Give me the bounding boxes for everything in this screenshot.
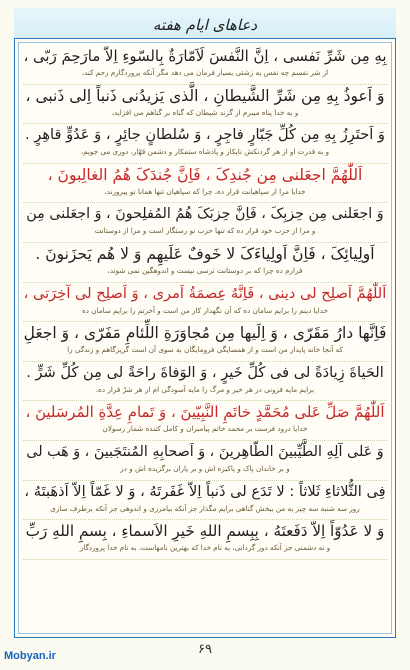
prayer-line (23, 243, 387, 283)
text-frame (14, 38, 396, 638)
prayer-line (23, 362, 387, 402)
arabic-text: اَولِیائِکَ ، فَاِنَّ اَولِیاءَکَ لا خَوفٌ عَلَیهِم وَ لا هُم یَحزَنونَ . (35, 244, 375, 263)
arabic-text: اَللّٰهُمَّ صَلِّ عَلی مُحَمَّدٍ خاتَمِ النَّبِیّینَ ، وَ تَمامِ عِدَّةِ المُرسَلینَ ، (25, 403, 385, 422)
persian-translation: و مرا از حزب خود قرار ده که تنها حزب تو رستگار است و مرا از دوستانت (94, 226, 316, 236)
persian-translation: و به قدرت او از هر گردنکش نابکار و پادشاه ستمکار و دشمن قهّار، دوری می جویم، (80, 147, 330, 157)
persian-translation: و نه دشمنی جز آنکه دور گردانی، به نام خدا که بهترین نامهاست، به نام خدا پروردگار (79, 543, 331, 553)
persian-translation: و به خدا پناه میبرم از گزند شیطان که گناه بر گناهم می افزاید، (111, 107, 299, 117)
prayer-line (23, 203, 387, 243)
arabic-text: فَاِنَّها دارُ مَقَرّی ، وَ اِلَیها مِن مُجاوَرَةِ اللِّئامِ مَفَرّی ، وَ اجعَلِ (23, 324, 387, 343)
page-number: ۶۹ (198, 642, 212, 657)
persian-translation: که آنجا خانه پایدار من است و از همسایگی فرومایگان به سوی آن است گریزگاهم و زندگی را (67, 345, 343, 355)
prayer-line (23, 481, 387, 521)
prayer-line (23, 45, 387, 85)
prayer-line (23, 441, 387, 481)
arabic-text: بِهِ مِن شَرِّ نَفسی ، اِنَّ النَّفسَ لَاَمّارَةٌ بِالسّوءِ اِلاّ مارَحِمَ رَبّی ، (23, 47, 387, 65)
arabic-text: فِی الثُّلاثاءِ ثَلاثاً : لا تَدَع لی ذَنباً اِلاّ غَفَرتَهُ ، وَ لا غَمّاً اِلاّ اَذهَبتَهُ ، (24, 482, 386, 500)
arabic-text: اَللّٰهُمَّ اجعَلنی مِن جُندِکَ ، فَاِنَّ جُندَکَ هُمُ الغالِبونَ ، (47, 165, 363, 184)
page-header (14, 8, 396, 38)
page-title: دعاهای ایام هفته (152, 16, 258, 34)
arabic-text: وَ اَعوذُ بِهِ مِن شَرِّ الشَّیطانِ ، الَّذی یَزیدُنی ذَنباً اِلی ذَنبی ، (25, 86, 385, 105)
prayer-line (23, 520, 387, 560)
prayer-lines (23, 45, 387, 560)
persian-translation: خدایا درود فرست بر محمد خاتم پیامبران و کامل کننده شمار رسولان (102, 424, 308, 434)
site-watermark: Mobyan.ir (4, 650, 56, 662)
persian-translation: روز سه شنبه سه چیز به من ببخش گناهی برایم مگذار جز آنکه بیامرزی و اندوهی جز آنکه برطرف سازی (50, 503, 360, 513)
arabic-text: وَ اجعَلنی مِن حِزبِکَ ، فَاِنَّ حِزبَکَ هُمُ المُفلِحونَ ، وَ اجعَلنی مِن (26, 206, 384, 223)
prayer-line (23, 401, 387, 441)
persian-translation: خدایا مرا از سپاهیانت قرار ده، چرا که سپاهیان تنها همانا تو پیروزند، (104, 186, 306, 196)
persian-translation: و بر خاندان پاک و پاکیزه اش و بر یاران برگزیده اش و در (120, 463, 290, 473)
prayer-line (23, 283, 387, 323)
persian-translation: قرارم ده چرا که بر دوستانت ترسی نیست و اندوهگین نمی شوند، (107, 265, 303, 275)
prayer-line (23, 164, 387, 204)
arabic-text: وَ لا عَدُوّاً اِلاّ دَفَعتَهُ ، بِبِسمِ اللهِ خَیرِ الاَسماءِ ، بِسمِ اللهِ رَبِّ (25, 522, 385, 541)
prayer-line (23, 322, 387, 362)
arabic-text: اَللّٰهُمَّ اَصلِح لی دینی ، فَاِنَّهُ عِصمَةُ اَمری ، وَ اَصلِح لی آخِرَتی ، (23, 284, 387, 302)
prayer-line (23, 124, 387, 164)
arabic-text: وَ اَحتَرِزُ بِهِ مِن کُلِّ جَبّارٍ فاجِرٍ ، وَ سُلطانٍ جائِرٍ ، وَ عَدُوٍّ قاهِرٍ . (25, 126, 385, 144)
prayer-line (23, 85, 387, 125)
persian-translation: خدایا دینم را برایم سامان ده که آن نگهدار کار من است و آخرتم را برایم سامان ده (81, 305, 329, 315)
persian-translation: برایم مایه فزونی در هر خیر و مرگ را مایه آسودگی ام از هر شرّ قرار ده، (95, 384, 315, 394)
arabic-text: الحَیاةَ زِیادَةً لی فی کُلِّ خَیرٍ ، وَ الوَفاةَ راحَةً لی مِن کُلِّ شَرٍّ . (26, 363, 384, 381)
arabic-text: وَ عَلی آلِهِ الطَّیِّبینَ الطّاهِرینَ ، وَ اَصحابِهِ المُنتَجَبینَ ، وَ هَب لی (26, 443, 384, 460)
persian-translation: از شر نفسم چه نفس به زشتی بسیار فرمان می دهد مگر آنکه پروردگارم رحم کند، (81, 68, 329, 77)
